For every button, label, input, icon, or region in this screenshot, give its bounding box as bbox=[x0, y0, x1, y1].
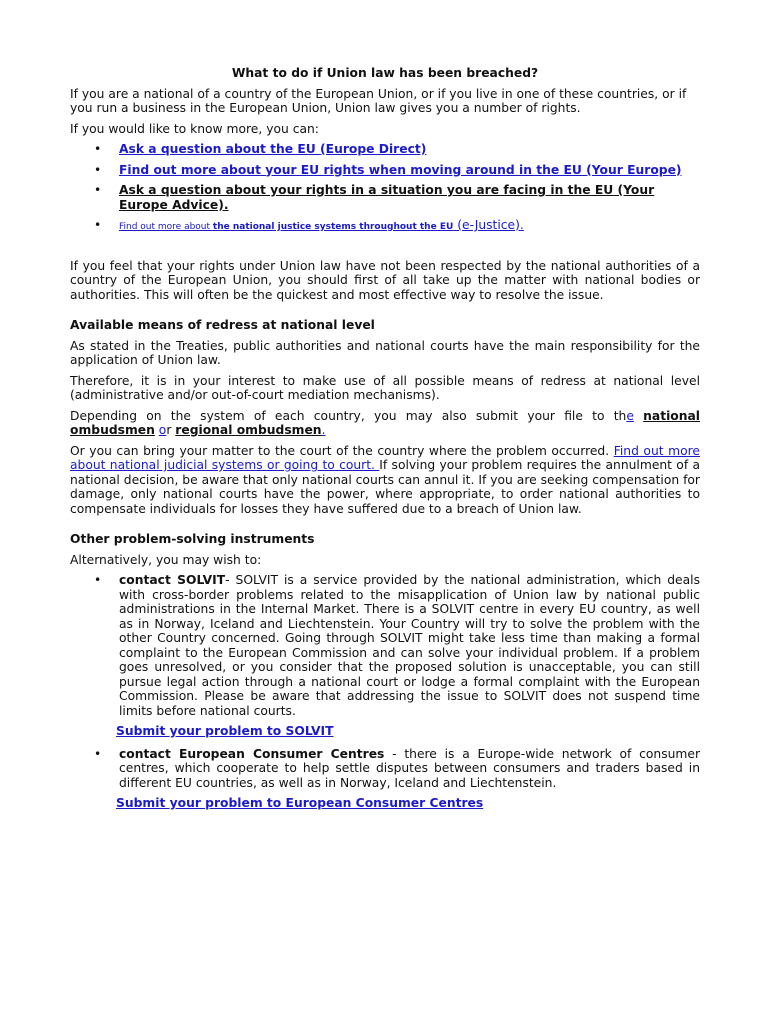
list-item bbox=[70, 163, 700, 178]
bullet-icon: • bbox=[94, 183, 102, 197]
europe-direct-link[interactable]: Ask a question about the EU (Europe Direct) bbox=[119, 142, 427, 156]
resource-list bbox=[70, 142, 700, 235]
page-title: What to do if Union law has been breached? bbox=[231, 66, 539, 80]
regional-ombudsmen-link[interactable]: regional ombudsmen bbox=[175, 423, 322, 437]
redress-p4-post: If solving your problem requires the annulment of a national decision, be aware that only national courts can annul it. If you are seeking compensation for damage, only national courts have the power, where appropriate, to order national authorities to compensate individuals for losses they have suffered due to a breach of Union law. bbox=[70, 458, 700, 516]
ecc-description: - there is a Europe-wide network of consumer centres, which cooperate to help settle disputes between consumers and traders based in different EU countries, as well as in Norway, Iceland and Liechtenstein. bbox=[119, 746, 701, 790]
e-justice-bold: the national justice systems throughout the EU bbox=[212, 222, 454, 232]
redress-heading: Available means of redress at national level bbox=[70, 318, 375, 332]
alternatively-text: Alternatively, you may wish to: bbox=[70, 552, 262, 567]
national-ombudsmen-link-prefix[interactable]: e bbox=[626, 408, 634, 423]
or-text: r bbox=[166, 423, 172, 437]
rights-paragraph: If you feel that your rights under Union law have not been respected by the national authorities of a country of the European Union, you should first of all take up the matter with national bodies or authorities. This will often be the quickest and most effective way to resolve the issue. bbox=[70, 258, 700, 302]
judicial-systems-link[interactable]: Find out more about national judicial systems or going to court. bbox=[70, 443, 700, 472]
e-justice-label: (e-Justice). bbox=[453, 218, 524, 232]
intro-know-more: If you would like to know more, you can: bbox=[70, 121, 319, 136]
document-page bbox=[70, 66, 700, 819]
redress-paragraph-2: Therefore, it is in your interest to make use of all possible means of redress at national level (administrative and/or out-of-court mediation mechanisms). bbox=[70, 373, 700, 402]
period-link[interactable]: . bbox=[321, 423, 326, 437]
instruments-list-2 bbox=[70, 747, 700, 791]
intro-paragraph: If you are a national of a country of the European Union, or if you live in one of these countries, or if you run a business in the European Union, Union law gives you a number of rights. bbox=[70, 86, 687, 115]
solvit-description: - SOLVIT is a service provided by the national administration, which deals with cross-border problems related to the misapplication of Union law by national public administrations in the Internal Market. There is a SOLVIT centre in every EU country, as well as in Norway, Iceland and Liechtenstein. Your Country will try to solve the problem with the other Country concerned. Going through SOLVIT might take less time than making a formal complaint to the European Commission and can solve your individual problem. If a problem goes unresolved, or you consider that the proposed solution is unacceptable, you can still pursue legal action through a national court or lodge a formal complaint with the European Commission. Please be aware that addressing the issue to SOLVIT does not suspend time limits before national courts. bbox=[119, 573, 700, 718]
or-link[interactable]: o bbox=[158, 423, 167, 437]
redress-paragraph-3 bbox=[70, 409, 700, 438]
submit-solvit-link[interactable]: Submit your problem to SOLVIT bbox=[116, 724, 334, 738]
bullet-icon: • bbox=[94, 142, 102, 156]
e-justice-link[interactable] bbox=[119, 218, 524, 232]
bullet-icon: • bbox=[94, 218, 102, 232]
list-item bbox=[70, 747, 700, 791]
redress-paragraph-1: As stated in the Treaties, public authorities and national courts have the main responsibility for the application of Union law. bbox=[70, 338, 700, 367]
bullet-icon: • bbox=[94, 162, 102, 177]
redress-paragraph-4 bbox=[70, 444, 700, 517]
submit-ecc-link[interactable]: Submit your problem to European Consumer Centres bbox=[116, 796, 484, 810]
solvit-label: contact SOLVIT bbox=[119, 573, 226, 587]
your-europe-advice-link[interactable]: Ask a question about your rights in a situation you are facing in the EU (Your Europe Advice). bbox=[119, 183, 655, 212]
list-item bbox=[70, 218, 700, 235]
your-europe-link[interactable]: Find out more about your EU rights when moving around in the EU (Your Europe) bbox=[119, 162, 682, 177]
ecc-label: contact European Consumer Centres bbox=[119, 746, 385, 761]
instruments-list bbox=[70, 573, 700, 718]
e-justice-prefix: Find out more about bbox=[119, 222, 213, 232]
national-ombudsmen-link[interactable]: national ombudsmen bbox=[70, 408, 701, 437]
redress-p4-text: Or you can bring your matter to the court of the country where the problem occurred. bbox=[70, 443, 614, 458]
bullet-icon: • bbox=[94, 573, 102, 587]
redress-p3-text: Depending on the system of each country, you may also submit your file to th bbox=[70, 408, 627, 423]
list-item bbox=[70, 142, 700, 157]
other-instruments-heading: Other problem-solving instruments bbox=[70, 532, 315, 546]
list-item bbox=[70, 573, 700, 718]
list-item bbox=[70, 183, 700, 212]
bullet-icon: • bbox=[94, 746, 102, 761]
